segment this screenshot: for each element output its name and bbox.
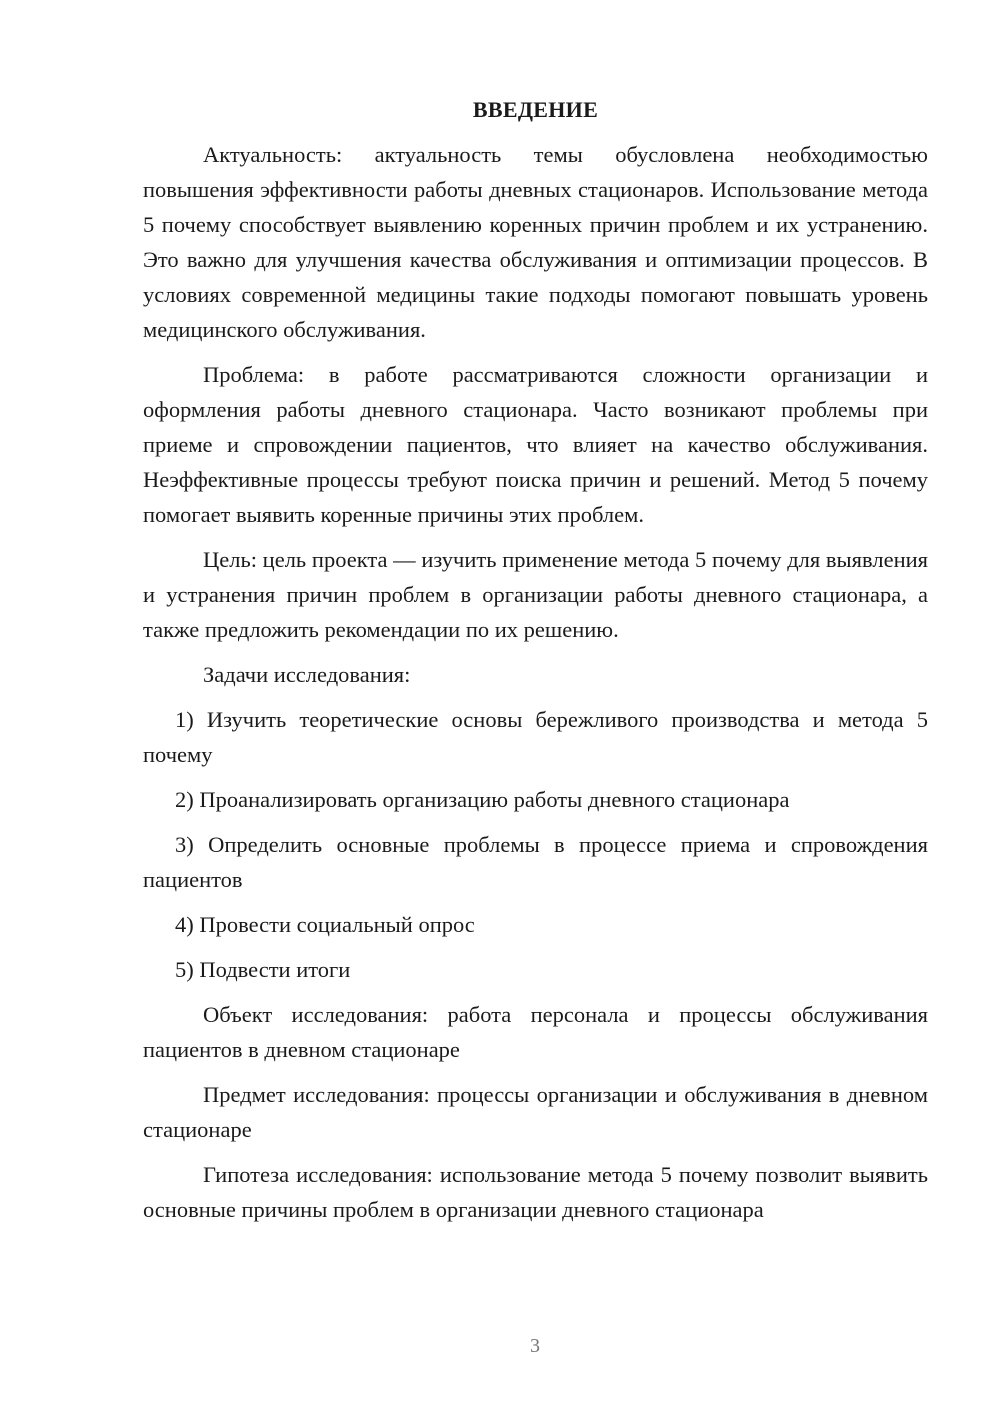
paragraph-problem: Проблема: в работе рассматриваются сложности организации и оформления работы дневного стационара. Часто возникают проблемы при приеме и спровождении пациентов, что влияет на качество обслуживания. Неэффективные процессы требуют поиска причин и решений. Метод 5 почему помогает выявить коренные причины этих проблем. — [143, 362, 928, 527]
paragraph-relevance: Актуальность: актуальность темы обусловлена необходимостью повышения эффективности работы дневных стационаров. Использование метода 5 почему способствует выявлению коренных причин проблем и их устранению. Это важно для улучшения качества обслуживания и оптимизации процессов. В условиях современной медицины такие подходы помогают повышать уровень медицинского обслуживания. — [143, 142, 928, 342]
page-number: 3 — [530, 1335, 540, 1357]
document-page — [143, 92, 928, 1227]
tasks-heading: Задачи исследования: — [203, 662, 411, 687]
paragraph-object: Объект исследования: работа персонала и процессы обслуживания пациентов в дневном стационаре — [143, 1002, 928, 1062]
task-item-5: 5) Подвести итоги — [175, 957, 351, 982]
task-item-1: 1) Изучить теоретические основы бережливого производства и метода 5 почему — [143, 707, 928, 767]
task-item-3: 3) Определить основные проблемы в процессе приема и спровождения пациентов — [143, 832, 928, 892]
task-item-2: 2) Проанализировать организацию работы дневного стационара — [175, 787, 790, 812]
section-title: ВВЕДЕНИЕ — [472, 97, 599, 122]
paragraph-goal: Цель: цель проекта — изучить применение метода 5 почему для выявления и устранения причин проблем в организации работы дневного стационара, а также предложить рекомендации по их решению. — [143, 547, 928, 642]
paragraph-subject: Предмет исследования: процессы организации и обслуживания в дневном стационаре — [143, 1082, 928, 1142]
paragraph-hypothesis: Гипотеза исследования: использование метода 5 почему позволит выявить основные причины проблем в организации дневного стационара — [143, 1162, 928, 1222]
task-item-4: 4) Провести социальный опрос — [175, 912, 475, 937]
